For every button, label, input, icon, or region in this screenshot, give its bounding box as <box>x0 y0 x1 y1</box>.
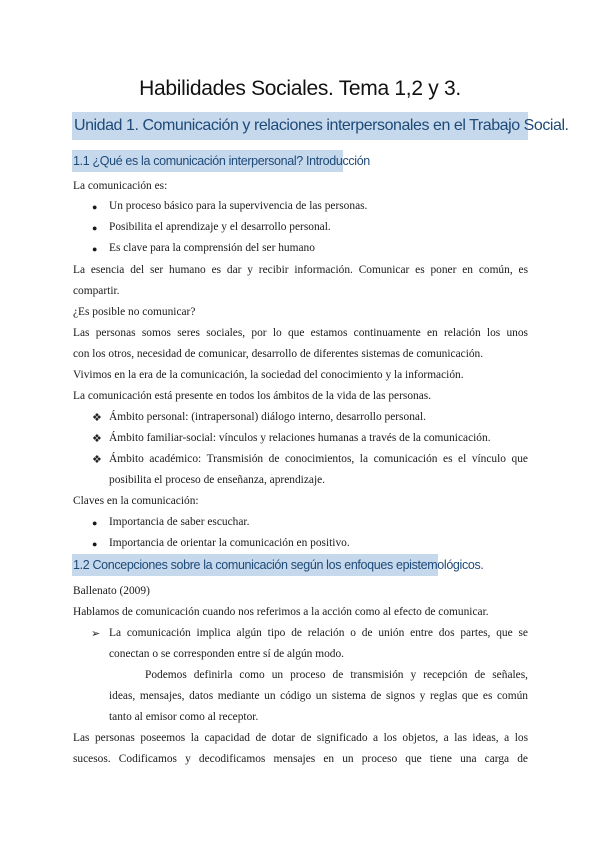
document-title: Habilidades Sociales. Tema 1,2 y 3. <box>139 77 461 100</box>
paragraph-line: ¿Es posible no comunicar? <box>73 306 196 318</box>
paragraph-line: Las personas somos seres sociales, por lo que estamos continuamente en relación los unos <box>73 327 528 339</box>
unit-1-heading <box>72 112 569 140</box>
paragraph-line: compartir. <box>73 285 120 297</box>
diamond-bullet-icon: ❖ <box>92 433 102 445</box>
bullet-dot-icon: ● <box>92 202 98 212</box>
paragraph-line: sucesos. Codificamos y decodificamos mensajes en un proceso que tiene una carga de <box>73 753 528 765</box>
list-item: Un proceso básico para la supervivencia de las personas. <box>109 200 368 212</box>
bullet-dot-icon: ● <box>92 223 98 233</box>
paragraph-line: Claves en la comunicación: <box>73 495 199 507</box>
bullet-dot-icon: ● <box>92 518 98 528</box>
list-item: Ámbito personal: (intrapersonal) diálogo interno, desarrollo personal. <box>109 411 426 423</box>
diamond-bullet-icon: ❖ <box>92 454 102 466</box>
paragraph-line: Las personas poseemos la capacidad de dotar de significado a los objetos, a las ideas, a los <box>73 732 528 744</box>
bullet-dot-icon: ● <box>92 539 98 549</box>
intro-text: La comunicación es: <box>73 180 168 192</box>
paragraph-line: Ballenato (2009) <box>73 585 150 597</box>
section-1-2-heading <box>72 554 484 576</box>
list-item: Importancia de orientar la comunicación en positivo. <box>109 537 350 549</box>
list-item-continuation: conectan o se corresponden entre sí de algún modo. <box>109 648 345 660</box>
paragraph-line: La comunicación está presente en todos los ámbitos de la vida de las personas. <box>73 390 432 402</box>
bullet-dot-icon: ● <box>92 244 98 254</box>
list-item: Posibilita el aprendizaje y el desarrollo personal. <box>109 221 331 233</box>
paragraph-line: Vivimos en la era de la comunicación, la sociedad del conocimiento y la información. <box>73 369 464 381</box>
diamond-bullet-icon: ❖ <box>92 412 102 424</box>
list-item: Importancia de saber escuchar. <box>109 516 250 528</box>
section-1-1-heading <box>72 150 370 172</box>
paragraph-line: Hablamos de comunicación cuando nos referimos a la acción como al efecto de comunicar. <box>73 606 489 618</box>
list-item: Ámbito familiar-social: vínculos y relaciones humanas a través de la comunicación. <box>109 432 491 444</box>
paragraph-line: tanto al emisor como al receptor. <box>109 711 259 723</box>
section-1-1-heading-text: 1.1 ¿Qué es la comunicación interpersonal? Introducción <box>73 154 370 168</box>
list-item: Ámbito académico: Transmisión de conocimientos, la comunicación es el vínculo que <box>109 453 528 465</box>
arrow-bullet-icon: ➢ <box>91 628 101 640</box>
list-item-continuation: posibilita el proceso de enseñanza, aprendizaje. <box>109 474 326 486</box>
paragraph-line: Podemos definirla como un proceso de transmisión y recepción de señales, <box>145 669 528 681</box>
paragraph-line: La esencia del ser humano es dar y recibir información. Comunicar es poner en común, es <box>73 264 528 276</box>
paragraph-line: con los otros, necesidad de comunicar, desarrollo de diferentes sistemas de comunicación. <box>73 348 484 360</box>
list-item: La comunicación implica algún tipo de relación o de unión entre dos partes, que se <box>109 627 528 639</box>
paragraph-line: ideas, mensajes, datos mediante un código un sistema de signos y reglas que es común <box>109 690 528 702</box>
section-1-2-heading-text: 1.2 Concepciones sobre la comunicación según los enfoques epistemológicos. <box>73 558 484 572</box>
list-item: Es clave para la comprensión del ser humano <box>109 242 315 254</box>
unit-1-heading-text: Unidad 1. Comunicación y relaciones interpersonales en el Trabajo Social. <box>74 117 569 134</box>
